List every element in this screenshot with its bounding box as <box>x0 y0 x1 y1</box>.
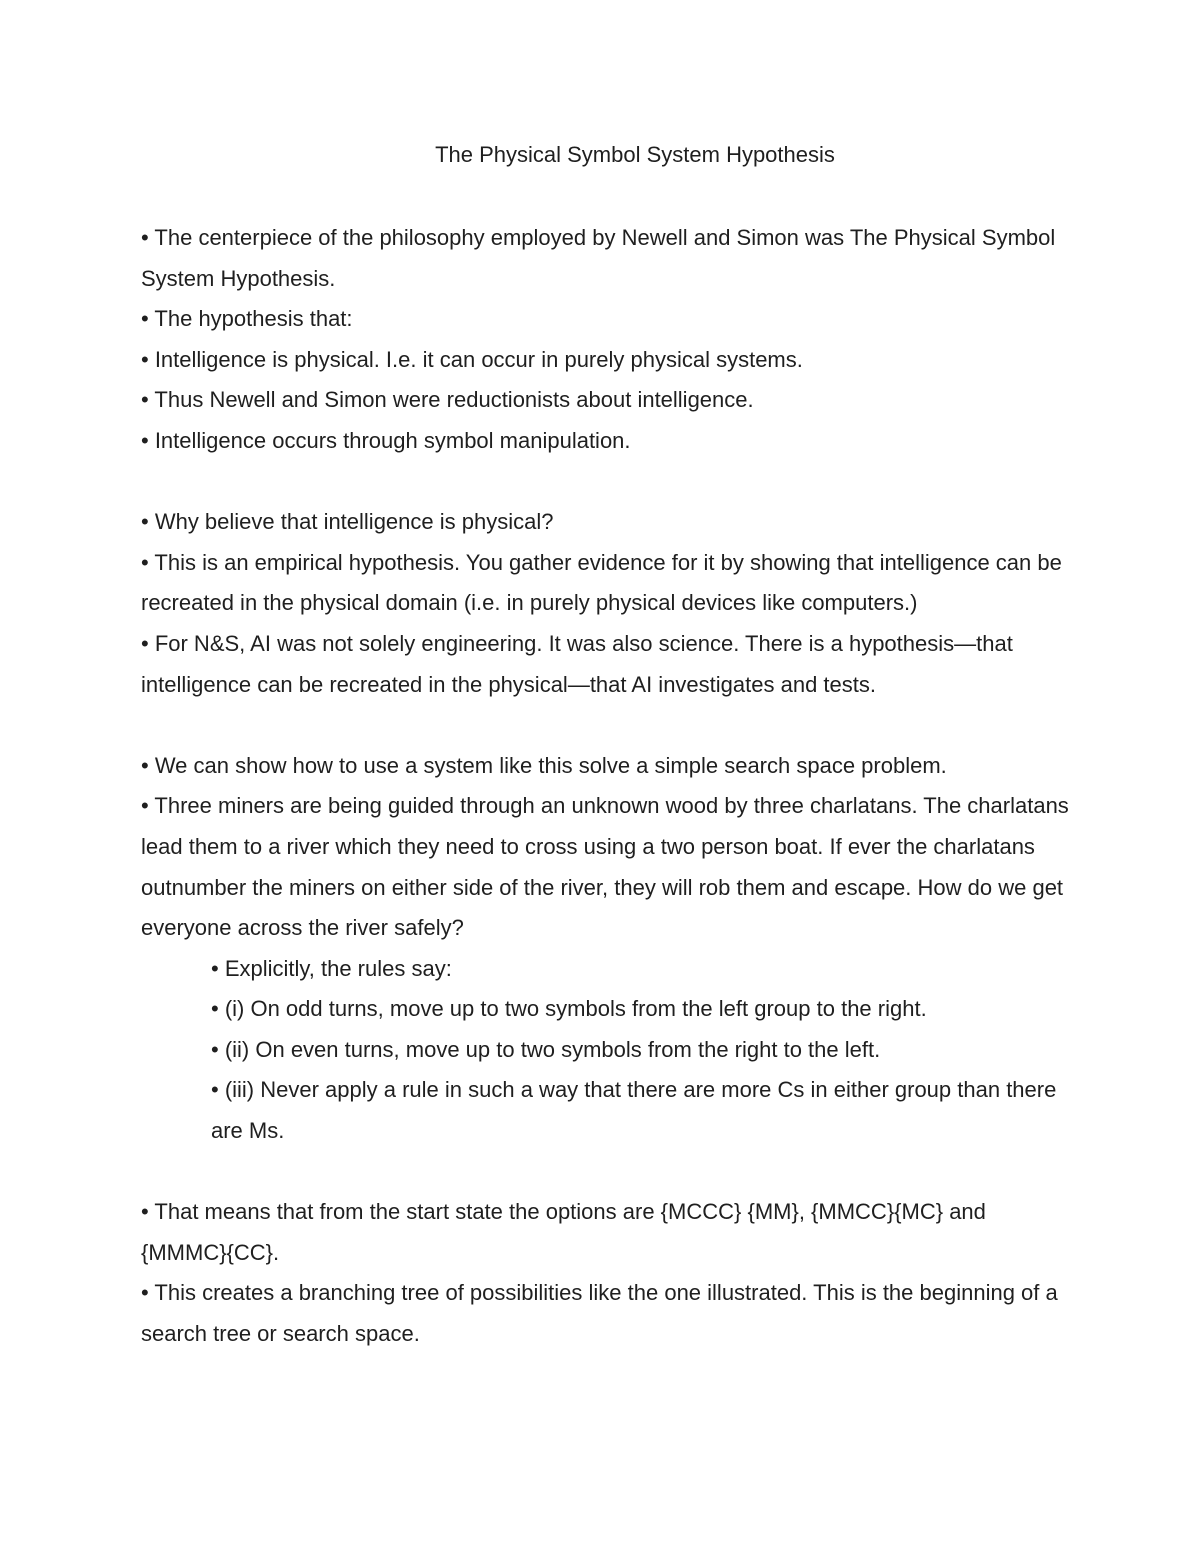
paragraph: • We can show how to use a system like this solve a simple search space problem. <box>141 752 947 778</box>
paragraph: • The centerpiece of the philosophy employed by Newell and Simon was The Physical Symbol System Hypothesis. <box>141 225 1056 291</box>
document-title: The Physical Symbol System Hypothesis <box>435 142 835 167</box>
paragraph-spacer <box>141 462 1071 503</box>
rule-item: • (i) On odd turns, move up to two symbols from the left group to the right. <box>211 996 927 1022</box>
paragraph: • Three miners are being guided through an unknown wood by three charlatans. The charlatans lead them to a river which they need to cross using a two person boat. If ever the charlatans outnumber the miners on either side of the river, they will rob them and escape. How do we get everyone across the river safely? <box>141 793 1069 941</box>
paragraph: • Intelligence occurs through symbol manipulation. <box>141 427 631 453</box>
paragraph-spacer <box>141 705 1071 746</box>
paragraph: • Why believe that intelligence is physical? <box>141 509 554 535</box>
rule-item: • (iii) Never apply a rule in such a way that there are more Cs in either group than there are Ms. <box>211 1077 1057 1144</box>
paragraph: • Intelligence is physical. I.e. it can occur in purely physical systems. <box>141 346 803 372</box>
paragraph-spacer <box>141 1152 1071 1193</box>
paragraph: • This creates a branching tree of possibilities like the one illustrated. This is the beginning of a search tree or search space. <box>141 1280 1058 1347</box>
paragraph: • The hypothesis that: <box>141 306 353 332</box>
rule-item: • Explicitly, the rules say: <box>211 955 452 981</box>
rule-item: • (ii) On even turns, move up to two symbols from the right to the left. <box>211 1036 881 1062</box>
paragraph: • Thus Newell and Simon were reductionists about intelligence. <box>141 387 754 413</box>
document-body <box>141 218 1071 1355</box>
paragraph: • For N&S, AI was not solely engineering. It was also science. There is a hypothesis—that intelligence can be recreated in the physical—that AI investigates and tests. <box>141 630 1013 697</box>
paragraph: • That means that from the start state the options are {MCCC} {MM}, {MMCC}{MC} and {MMMC}{CC}. <box>141 1199 986 1265</box>
paragraph: • This is an empirical hypothesis. You gather evidence for it by showing that intelligence can be recreated in the physical domain (i.e. in purely physical devices like computers.) <box>141 549 1062 616</box>
